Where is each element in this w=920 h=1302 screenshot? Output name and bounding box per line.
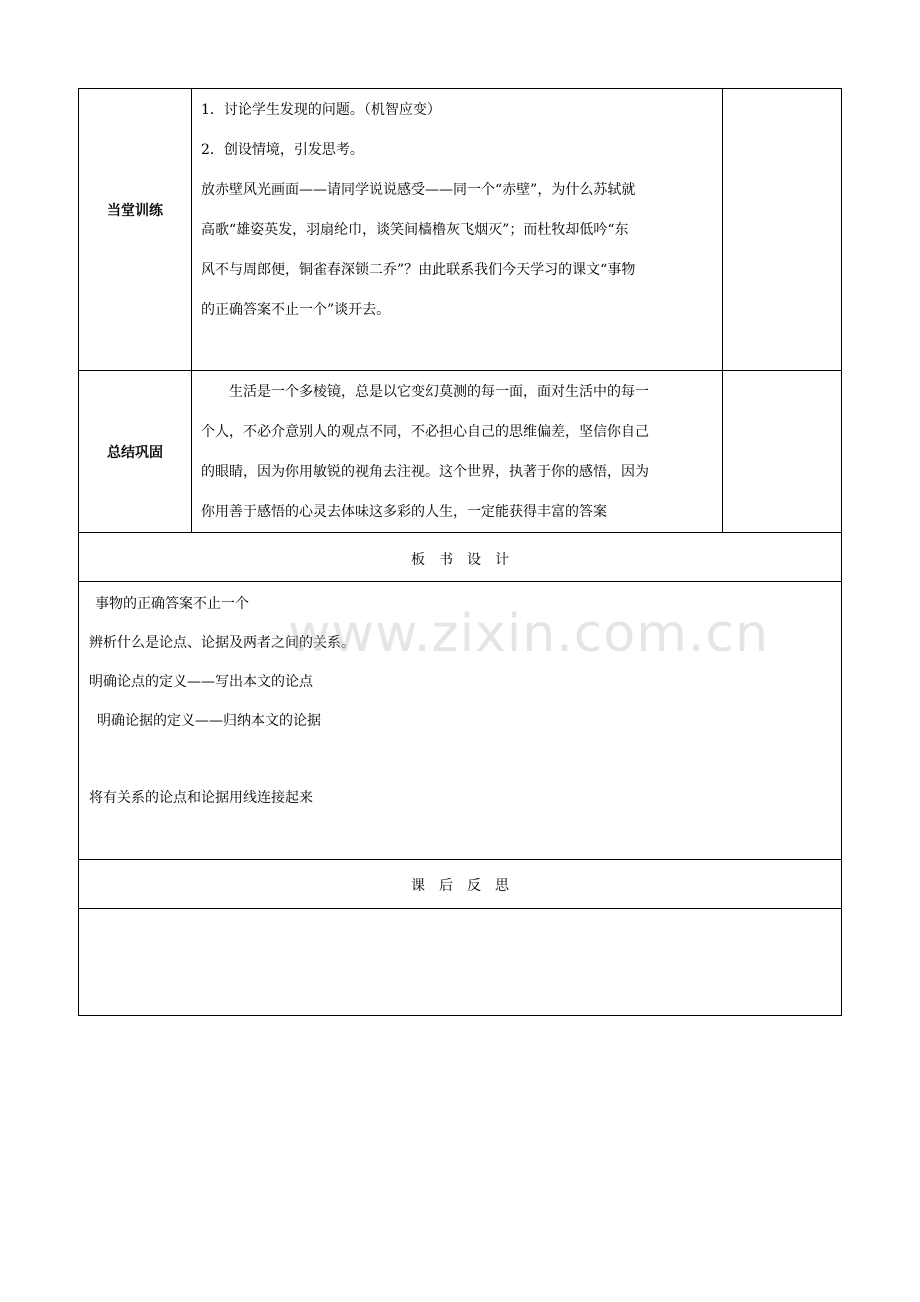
board-line: 事物的正确答案不止一个: [95, 596, 249, 612]
summary-content: [201, 372, 719, 532]
training-line: 风不与周郎便，铜雀春深锁二乔”？由此联系我们今天学习的课文“事物: [201, 262, 636, 278]
training-line: 1．讨论学生发现的问题。（机智应变）: [201, 102, 441, 118]
column-divider: [722, 89, 723, 532]
row-divider: [79, 532, 841, 533]
training-content: [201, 90, 719, 330]
row-divider: [79, 859, 841, 860]
training-label: 当堂训练: [107, 203, 163, 219]
board-heading: 板 书 设 计: [411, 552, 509, 568]
row-divider: [79, 581, 841, 582]
training-line: 的正确答案不止一个”谈开去。: [201, 302, 391, 318]
lesson-plan-table: [78, 88, 842, 1016]
board-line: 将有关系的论点和论据用线连接起来: [89, 790, 313, 806]
training-line: 放赤壁风光画面——请同学说说感受——同一个“赤壁”，为什么苏轼就: [201, 182, 636, 198]
row-divider: [79, 370, 841, 371]
watermark: www.zixin.com.cn: [288, 604, 769, 664]
reflection-heading: 课 后 反 思: [411, 878, 509, 894]
board-line: 明确论据的定义——归纳本文的论据: [97, 713, 321, 729]
summary-line: 个人，不必介意别人的观点不同，不必担心自己的思维偏差，坚信你自己: [201, 424, 649, 440]
board-line: 辨析什么是论点、论据及两者之间的关系。: [89, 635, 355, 651]
training-line: 高歌“雄姿英发，羽扇纶巾，谈笑间樯橹灰飞烟灭”；而杜牧却低吟“东: [201, 222, 629, 238]
training-line: 2．创设情境，引发思考。: [201, 142, 364, 158]
summary-line: 你用善于感悟的心灵去体味这多彩的人生，一定能获得丰富的答案: [201, 504, 607, 520]
row-divider: [79, 908, 841, 909]
summary-line: 的眼睛，因为你用敏锐的视角去注视。这个世界，执著于你的感悟，因为: [201, 464, 649, 480]
summary-line: 生活是一个多棱镜，总是以它变幻莫测的每一面，面对生活中的每一: [229, 384, 649, 400]
column-divider: [191, 89, 192, 532]
summary-label: 总结巩固: [107, 445, 163, 461]
board-line: 明确论点的定义——写出本文的论点: [89, 674, 313, 690]
